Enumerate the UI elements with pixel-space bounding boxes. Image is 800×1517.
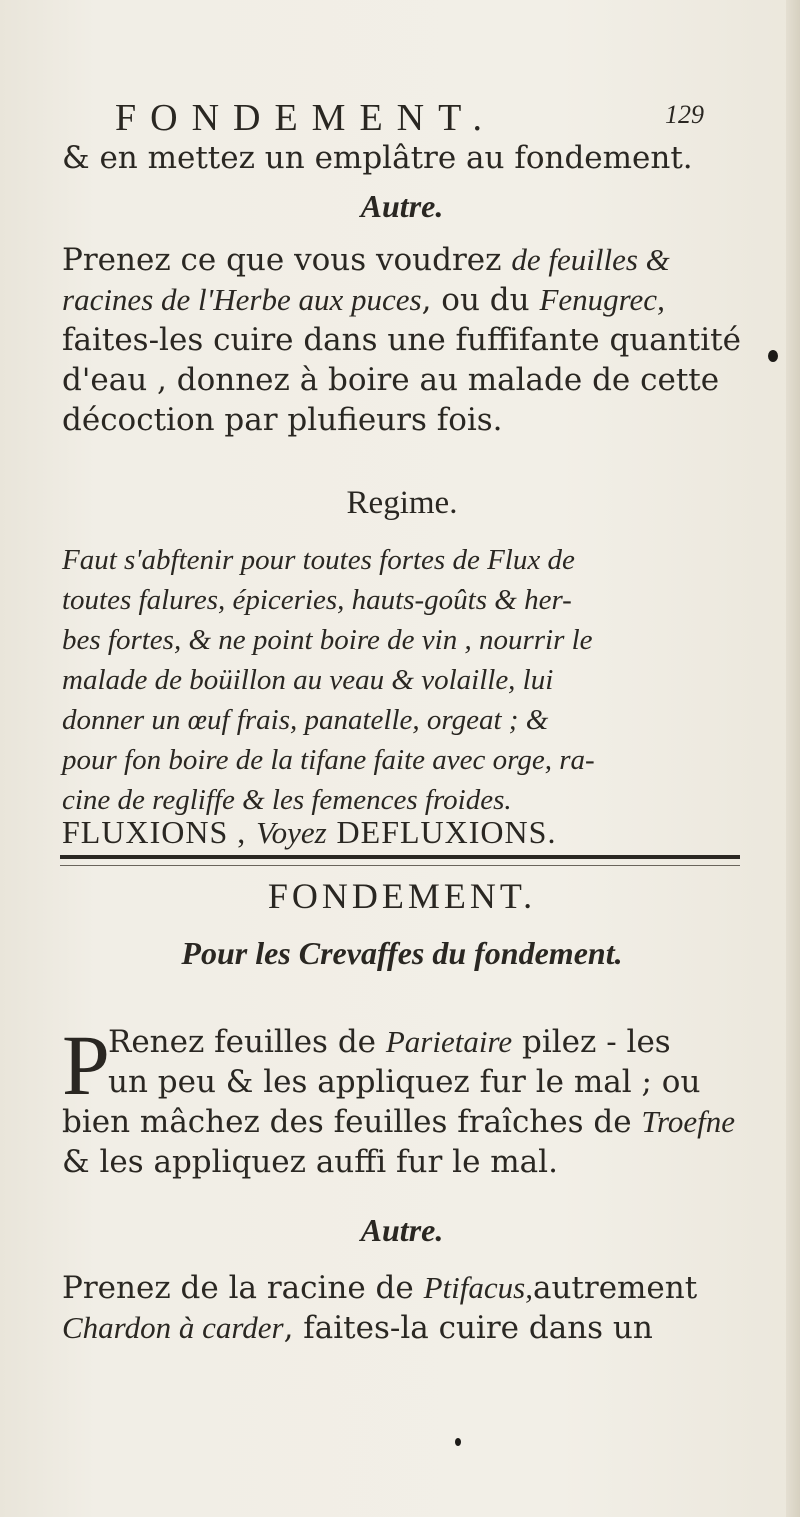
regime-line: cine de regliffe & les femences froides.: [62, 784, 512, 816]
text-run: Prenez de la racine de: [62, 1270, 424, 1306]
paragraph-line: [62, 1142, 722, 1182]
text-run: un peu & les appliquez fur le mal ; ou: [108, 1064, 701, 1100]
paragraph-line: [62, 360, 722, 400]
text-run: Chardon à carder: [62, 1310, 284, 1345]
text-run: racines de l'Herbe aux puces: [62, 282, 422, 317]
text-run: Troefne: [641, 1104, 735, 1139]
text-run: autrement: [532, 1270, 698, 1306]
paragraph-crevasses: [62, 1017, 735, 1182]
section-subtitle: Pour les Crevaffes du fondement.: [181, 935, 623, 971]
paragraph-autre-1: [62, 240, 741, 440]
paragraph-line: [62, 1102, 735, 1142]
text-run: , ou du: [421, 282, 540, 318]
ink-spot: [455, 1438, 461, 1446]
running-title: FONDEMENT.: [115, 97, 497, 139]
top-line: & en mettez un emplâtre au fondement.: [62, 140, 693, 176]
text-run: faites-les cuire dans une fuffifante quantité: [62, 322, 741, 358]
ink-spot: [768, 350, 778, 362]
regime-line: bes fortes, & ne point boire de vin , nourrir le: [62, 624, 593, 656]
section-title-fondement: FONDEMENT.: [267, 876, 537, 916]
regime-line: pour fon boire de la tifane faite avec orge, ra-: [62, 744, 595, 776]
text-run: Ptifacus,: [423, 1270, 533, 1305]
text-run: Parietaire: [385, 1024, 513, 1059]
page-edge: [786, 0, 800, 1517]
section-divider: [60, 855, 740, 866]
paragraph-line: [62, 1268, 722, 1308]
text-run: & les appliquez auffi fur le mal.: [62, 1144, 558, 1180]
section-heading-autre-1: Autre.: [360, 188, 444, 224]
cross-ref-target: DEFLUXIONS.: [336, 814, 557, 850]
paragraph-line: [62, 1022, 722, 1062]
section-heading-autre-2: Autre.: [360, 1212, 444, 1248]
text-run: Fenugrec,: [539, 282, 665, 317]
text-run: de feuilles &: [511, 242, 670, 277]
text-run: Prenez ce que vous voudrez: [62, 242, 512, 278]
text-run: , faites-la cuire dans un: [283, 1310, 653, 1346]
paragraph-line: [62, 1308, 722, 1348]
regime-line: malade de boüillon au veau & volaille, lui: [62, 664, 554, 696]
regime-line: Faut s'abftenir pour toutes fortes de Flux de: [62, 544, 575, 576]
paragraph-line: [62, 400, 722, 440]
paragraph-line: [62, 320, 741, 360]
text-run: décoction par plufieurs fois.: [62, 402, 503, 438]
regime-paragraph: [62, 540, 722, 820]
cross-reference: [62, 812, 722, 853]
text-run: Renez feuilles de: [108, 1024, 386, 1060]
paragraph-line: [62, 280, 722, 320]
text-run: pilez - les: [512, 1024, 671, 1060]
paragraph-line: [62, 1062, 722, 1102]
paragraph-autre-2: [62, 1268, 722, 1348]
drop-cap: P: [62, 1017, 110, 1113]
regime-line: donner un œuf frais, panatelle, orgeat ; &: [62, 704, 549, 736]
cross-ref-term: FLUXIONS ,: [62, 814, 247, 850]
text-run: d'eau , donnez à boire au malade de cette: [62, 362, 720, 398]
page-number: 129: [665, 100, 704, 129]
cross-ref-see: Voyez: [256, 815, 327, 850]
text-run: bien mâchez des feuilles fraîches de: [62, 1104, 642, 1140]
section-heading-regime: Regime.: [346, 485, 458, 521]
regime-line: toutes falures, épiceries, hauts-goûts & her-: [62, 584, 572, 616]
paragraph-line: [62, 240, 722, 280]
